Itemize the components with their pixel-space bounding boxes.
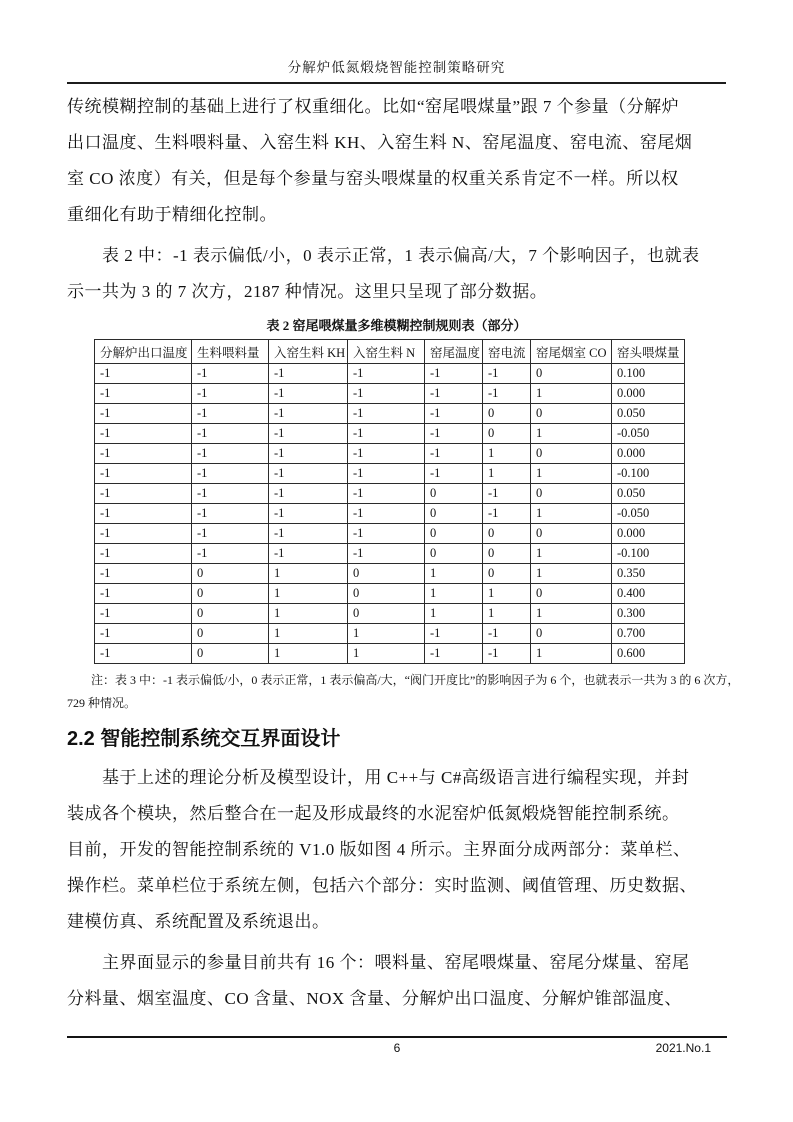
table-cell: 1 [348,644,425,664]
issue-label: 2021.No.1 [655,1041,711,1055]
table-cell: -1 [269,524,348,544]
text-line: 目前，开发的智能控制系统的 V1.0 版如图 4 所示。主界面分成两部分：菜单栏、 [67,840,691,859]
text-line: 基于上述的理论分析及模型设计，用 C++与 C#高级语言进行编程实现，并封 [67,768,690,787]
table-cell: 0.050 [612,484,685,504]
table-row [95,504,685,524]
text-line: 表 2 中：-1 表示偏低/小，0 表示正常，1 表示偏高/大，7 个影响因子，也就表 [67,246,700,265]
table-cell: 1 [348,624,425,644]
table-cell: -0.100 [612,464,685,484]
table-cell: -1 [483,504,531,524]
table-row [95,604,685,624]
table-cell: 0 [348,564,425,584]
table-cell: -1 [425,624,483,644]
running-header-title: 分解炉低氮煅烧智能控制策略研究 [287,60,506,75]
table-cell: -1 [95,504,192,524]
table-cell: -1 [95,404,192,424]
table-row [95,624,685,644]
paragraph-4 [67,945,726,1017]
table-cell: 1 [425,604,483,624]
table-cell: 1 [269,624,348,644]
table-cell: -1 [192,524,269,544]
table-cell: -1 [269,444,348,464]
fuzzy-control-rule-table [94,339,685,664]
table-body [95,364,685,664]
paragraph-3 [67,760,726,940]
table-row [95,444,685,464]
note-line: 729 种情况。 [67,696,137,710]
table-cell: 0.050 [612,404,685,424]
table-cell: -1 [348,444,425,464]
table-row [95,364,685,384]
table-cell: -1 [348,424,425,444]
table-cell: -1 [192,464,269,484]
table-header-cell: 窑尾温度 [425,340,483,364]
text-line: 装成各个模块，然后整合在一起及形成最终的水泥窑炉低氮煅烧智能控制系统。 [67,804,680,823]
table-cell: -1 [95,444,192,464]
table-cell: 0.350 [612,564,685,584]
table-cell: -1 [192,404,269,424]
table-cell: -1 [269,424,348,444]
table-cell: -1 [348,464,425,484]
table-row [95,544,685,564]
table-cell: -1 [269,484,348,504]
table-cell: 1 [531,464,612,484]
table-cell: 0 [425,524,483,544]
table-header-cell: 窑尾烟室 CO [531,340,612,364]
table-cell: 0 [192,644,269,664]
table-cell: 0 [483,424,531,444]
table-cell: 0.100 [612,364,685,384]
text-line: 重细化有助于精细化控制。 [67,205,277,224]
page-number: 6 [393,1041,401,1055]
table-cell: -0.100 [612,544,685,564]
table-cell: -1 [192,424,269,444]
table-cell: 0.700 [612,624,685,644]
table-cell: -1 [348,404,425,424]
table-cell: -1 [425,384,483,404]
text-line: 室 CO 浓度）有关，但是每个参量与窑头喂煤量的权重关系肯定不一样。所以权 [67,169,679,188]
table-cell: -1 [348,364,425,384]
footer-row [67,1041,727,1057]
table-cell: -1 [192,384,269,404]
table-cell: -1 [483,384,531,404]
table-header-cell: 生料喂料量 [192,340,269,364]
table-cell: -1 [425,364,483,384]
table-cell: -1 [192,504,269,524]
table-cell: 1 [483,584,531,604]
table-cell: -1 [95,464,192,484]
table-header-cell: 入窑生料 KH [269,340,348,364]
table-cell: 1 [269,564,348,584]
table-cell: -0.050 [612,424,685,444]
table-cell: -1 [95,584,192,604]
table-cell: 0 [531,524,612,544]
section-heading-2-2: 2.2 智能控制系统交互界面设计 [67,728,341,750]
table-cell: 0.000 [612,384,685,404]
table-cell: -1 [348,384,425,404]
table-cell: 0 [425,484,483,504]
table-cell: 0 [192,564,269,584]
table-cell: -1 [269,404,348,424]
table-cell: -1 [425,424,483,444]
paragraph-1 [67,89,726,233]
table-cell: -1 [483,624,531,644]
table-cell: 0 [483,564,531,584]
table-cell: 0 [192,624,269,644]
table-cell: -1 [269,364,348,384]
table-cell: -1 [95,484,192,504]
table-cell: 0 [425,504,483,524]
table-cell: -1 [269,464,348,484]
table-cell: -1 [425,644,483,664]
table-cell: -1 [348,484,425,504]
table-cell: -1 [192,444,269,464]
text-line: 操作栏。菜单栏位于系统左侧，包括六个部分：实时监测、阈值管理、历史数据、 [67,876,697,895]
table-cell: 0 [483,524,531,544]
table-cell: 1 [531,644,612,664]
table-cell: 0 [483,404,531,424]
table-cell: 0 [348,584,425,604]
table-row [95,584,685,604]
table-row [95,404,685,424]
table-note [67,669,740,715]
table-cell: -1 [425,404,483,424]
table-caption: 表 2 窑尾喂煤量多维模糊控制规则表（部分） [266,318,527,333]
table-cell: 0 [531,484,612,504]
table-cell: -1 [483,484,531,504]
table-cell: -1 [95,644,192,664]
note-line: 注：表 3 中：-1 表示偏低/小，0 表示正常，1 表示偏高/大，“阀门开度比”的影响因子为 6 个，也就表示一共为 3 的 6 次方， [67,673,740,687]
table-cell: -1 [95,604,192,624]
page-footer [67,1036,727,1057]
table-cell: -1 [95,424,192,444]
table-cell: 0.000 [612,524,685,544]
table-cell: 0.400 [612,584,685,604]
table-cell: 0 [192,584,269,604]
table-cell: 1 [269,584,348,604]
table-row [95,524,685,544]
table-cell: 0 [531,624,612,644]
table-cell: -1 [192,364,269,384]
table-cell: 1 [531,504,612,524]
table-cell: 1 [531,384,612,404]
table-cell: -1 [425,444,483,464]
table-row [95,464,685,484]
table-header-cell: 窑头喂煤量 [612,340,685,364]
table-row [95,384,685,404]
table-cell: -1 [425,464,483,484]
table-cell: 1 [531,544,612,564]
table-cell: -1 [348,524,425,544]
table-cell: 0.300 [612,604,685,624]
table-header-cell: 分解炉出口温度 [95,340,192,364]
table-cell: -1 [95,364,192,384]
table-header-cell: 窑电流 [483,340,531,364]
table-cell: -1 [269,544,348,564]
table-header-row [95,340,685,364]
table-cell: 0 [531,584,612,604]
text-line: 分料量、烟室温度、CO 含量、NOX 含量、分解炉出口温度、分解炉锥部温度、 [67,989,682,1008]
footer-rule [67,1036,727,1038]
table-row [95,484,685,504]
table-cell: 1 [483,464,531,484]
table-cell: -0.050 [612,504,685,524]
table-cell: -1 [192,484,269,504]
table-cell: -1 [483,644,531,664]
text-line: 传统模糊控制的基础上进行了权重细化。比如“窑尾喂煤量”跟 7 个参量（分解炉 [67,97,680,116]
table-cell: 1 [531,424,612,444]
table-cell: 1 [269,644,348,664]
table-cell: 0 [425,544,483,564]
table-cell: 1 [483,604,531,624]
text-line: 出口温度、生料喂料量、入窑生料 KH、入窑生料 N、窑尾温度、窑电流、窑尾烟 [67,133,693,152]
table-cell: 1 [425,584,483,604]
table-cell: -1 [95,544,192,564]
table-cell: -1 [269,384,348,404]
table-cell: 1 [269,604,348,624]
table-cell: 0 [483,544,531,564]
text-line: 示一共为 3 的 7 次方，2187 种情况。这里只呈现了部分数据。 [67,282,548,301]
table-row [95,644,685,664]
table-cell: -1 [348,544,425,564]
table-header-cell: 入窑生料 N [348,340,425,364]
table-cell: 0.000 [612,444,685,464]
table-cell: 0.600 [612,644,685,664]
table-cell: 1 [483,444,531,464]
paragraph-2 [67,238,726,310]
table-cell: -1 [95,624,192,644]
table-cell: -1 [269,504,348,524]
table-cell: 1 [531,564,612,584]
table-cell: 0 [192,604,269,624]
table-cell: -1 [95,384,192,404]
table-cell: -1 [95,524,192,544]
table-row [95,424,685,444]
text-line: 建模仿真、系统配置及系统退出。 [67,912,330,931]
table-row [95,564,685,584]
table-cell: -1 [95,564,192,584]
table-cell: 0 [531,444,612,464]
table-cell: 0 [531,364,612,384]
table-cell: -1 [192,544,269,564]
table-cell: 1 [425,564,483,584]
table-cell: -1 [483,364,531,384]
table-cell: 0 [348,604,425,624]
text-line: 主界面显示的参量目前共有 16 个：喂料量、窑尾喂煤量、窑尾分煤量、窑尾 [67,953,690,972]
table-cell: -1 [348,504,425,524]
table-cell: 0 [531,404,612,424]
table-cell: 1 [531,604,612,624]
header-rule [67,82,726,84]
